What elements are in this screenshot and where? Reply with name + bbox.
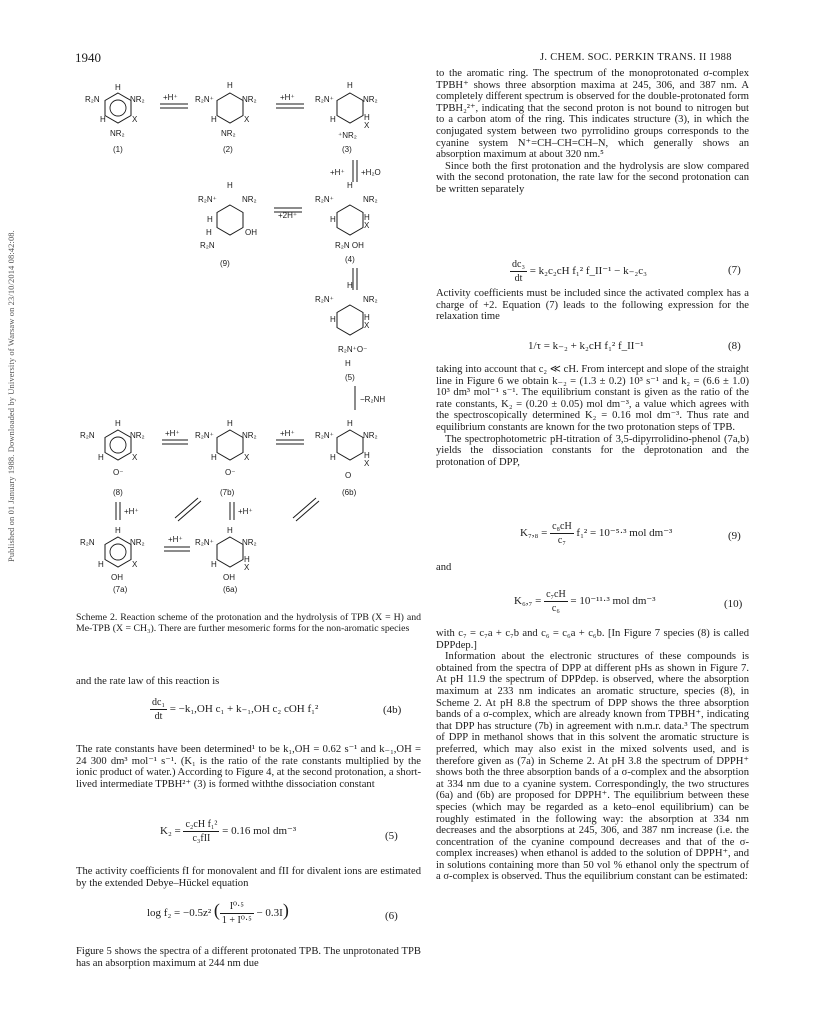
svg-text:(6a): (6a): [223, 585, 238, 594]
svg-text:H: H: [115, 526, 121, 535]
svg-text:R₂N: R₂N: [80, 538, 95, 547]
svg-text:R₂N⁺: R₂N⁺: [198, 195, 217, 204]
svg-text:R₂N⁺: R₂N⁺: [315, 431, 334, 440]
left-col-para-3: The activity coefficients fI for monovalent and fII for divalent ions are estimated by the extended Debye–Hückel equation: [76, 866, 421, 889]
equation-6-number: (6): [385, 910, 398, 922]
svg-text:R₂N⁺: R₂N⁺: [195, 431, 214, 440]
svg-text:H: H: [206, 228, 212, 237]
svg-text:H: H: [330, 315, 336, 324]
svg-text:+H⁺: +H⁺: [330, 168, 345, 177]
svg-text:NR₂: NR₂: [242, 431, 257, 440]
right-col-and: and: [436, 562, 452, 573]
svg-text:H: H: [115, 83, 121, 92]
svg-text:H: H: [364, 313, 370, 322]
svg-text:NR₂: NR₂: [130, 431, 145, 440]
equation-7-number: (7): [728, 264, 741, 276]
equation-8-number: (8): [728, 340, 741, 352]
svg-text:+2H⁺: +2H⁺: [278, 211, 298, 220]
svg-text:H: H: [211, 115, 217, 124]
svg-text:NR₂: NR₂: [221, 129, 236, 138]
svg-text:R₂N⁺: R₂N⁺: [315, 295, 334, 304]
svg-text:+H⁺: +H⁺: [163, 93, 178, 102]
right-col-para-3: Activity coefficients must be included since the activated complex has a charge of +2. Equation (7) leads to the following expression for the relaxation time: [436, 288, 749, 323]
svg-text:H: H: [330, 115, 336, 124]
reaction-scheme: [80, 70, 425, 595]
equation-4b-number: (4b): [383, 704, 402, 716]
svg-text:(7a): (7a): [113, 585, 128, 594]
svg-text:R₂N: R₂N: [80, 431, 95, 440]
svg-text:H: H: [345, 359, 351, 368]
svg-text:NR₂: NR₂: [242, 538, 257, 547]
svg-text:R₂N⁺: R₂N⁺: [195, 95, 214, 104]
svg-text:X: X: [244, 115, 250, 124]
svg-text:X: X: [364, 321, 370, 330]
svg-text:(8): (8): [113, 488, 123, 497]
svg-text:H: H: [347, 81, 353, 90]
svg-text:−R₂NH: −R₂NH: [360, 395, 386, 404]
svg-text:R₂N⁺: R₂N⁺: [315, 95, 334, 104]
svg-text:NR₂: NR₂: [363, 95, 378, 104]
svg-text:X: X: [364, 121, 370, 130]
svg-text:H: H: [364, 213, 370, 222]
svg-text:O: O: [345, 471, 352, 480]
right-col-para-4: taking into account that c₂ ≪ cH. From intercept and slope of the straight line in Figure 6 we obtain k₋₂ = (1.3 ± 0.2) 10³ s⁻¹ and k₂ = (6.6 ± 1.0) 10³ dm³ mol⁻¹ s⁻¹. The equilibrium constant is given as the ratio of the rate constants, K₂ = (0.20 ± 0.05) mol dm⁻³, a value which agrees with the spectroscopically determined K₂ = 0.16 mol dm⁻³. Thus rate and equilibrium constants are known for the two protonation steps of TPB. The spectrophotometric pH-titration of 3,5-dipyrrolidino-phenol (7a,b) yields the dissociation constants for the deprotonation and the protonation of DPP,: [436, 364, 749, 468]
right-col-top: to the aromatic ring. The spectrum of the monoprotonated σ-complex TPBH⁺ shows three absorption maxima at 245, 306, and 387 nm. A completely different spectrum is observed for the double-protonated form TPBH₂²⁺, indicating that the second proton is not bound to nitrogen but to a carbon atom of the ring. This indicates structure (3), in which the conjugated system between two pyrrolidino groups corresponds to the cyanine system N⁺=CH–CH=CH–N, which generally shows an absorption maximum at about 320 nm.⁵ Since both the first protonation and the hydrolysis are slow compared with the second protonation, the rate law for the second protonation can be written separately: [436, 68, 749, 195]
svg-text:H: H: [115, 419, 121, 428]
svg-text:O⁻: O⁻: [113, 468, 124, 477]
svg-text:X: X: [364, 459, 370, 468]
svg-text:+H⁺: +H⁺: [168, 535, 183, 544]
svg-text:H: H: [364, 451, 370, 460]
svg-text:NR₂: NR₂: [242, 195, 257, 204]
svg-text:NR₂: NR₂: [130, 538, 145, 547]
svg-text:(4): (4): [345, 255, 355, 264]
svg-text:(2): (2): [223, 145, 233, 154]
svg-text:R₂N⁺: R₂N⁺: [195, 538, 214, 547]
svg-text:NR₂: NR₂: [363, 431, 378, 440]
svg-text:(9): (9): [220, 259, 230, 268]
svg-text:X: X: [244, 453, 250, 462]
svg-text:(6b): (6b): [342, 488, 357, 497]
svg-text:R₂N OH: R₂N OH: [335, 241, 364, 250]
svg-text:H: H: [100, 115, 106, 124]
svg-text:X: X: [132, 560, 138, 569]
svg-text:H: H: [211, 453, 217, 462]
svg-text:+H⁺: +H⁺: [280, 429, 295, 438]
equation-9-number: (9): [728, 530, 741, 542]
svg-text:OH: OH: [245, 228, 257, 237]
svg-text:OH: OH: [223, 573, 235, 582]
page-number: 1940: [75, 50, 101, 65]
left-col-para-1: and the rate law of this reaction is: [76, 676, 220, 687]
svg-text:H: H: [227, 419, 233, 428]
svg-text:+H⁺: +H⁺: [280, 93, 295, 102]
svg-text:+H⁺: +H⁺: [238, 507, 253, 516]
equation-4b: $\frac{\text{dc₁}}{dt}$ = −k₁,OH c₁ + k₋₁,OH c₂ cOH f₁²: [152, 697, 319, 722]
left-col-para-2: The rate constants have been determined¹ to be k₁,OH = 0.62 s⁻¹ and k₋₁,OH = 24 300 dm³ mol⁻¹ s⁻¹. (K₁ is the ratio of the rate constants multiplied by the ionic product of water.) According to Figure 4, at the second protonation, a short-lived intermediate TPBH²⁺ (3) is formed withthe dissociation constant: [76, 744, 421, 790]
svg-text:H: H: [347, 181, 353, 190]
svg-text:+H₂O: +H₂O: [361, 168, 381, 177]
scheme-caption: Scheme 2. Reaction scheme of the protonation and the hydrolysis of TPB (X = H) and Me-TPB (X = CH₃). There are further mesomeric forms for the non-aromatic species: [76, 612, 421, 634]
equation-8: 1/τ = k₋₂ + k₂cH f₁² f_II⁻¹: [528, 340, 644, 352]
svg-text:NR₂: NR₂: [363, 195, 378, 204]
equation-6: log f₂ = −0.5z² ( $\frac{\text{I⁰·⁵}}{\text{1 + I⁰·⁵}}$ − 0.3I): [147, 900, 289, 926]
svg-text:(7b): (7b): [220, 488, 235, 497]
equation-10: K₆,₇ = $\frac{\text{c₇cH}}{\text{c₆}}$ = 10⁻¹¹·³ mol dm⁻³: [514, 589, 656, 614]
svg-text:H: H: [98, 560, 104, 569]
svg-text:H: H: [330, 215, 336, 224]
svg-text:H: H: [207, 215, 213, 224]
svg-text:NR₂: NR₂: [363, 295, 378, 304]
svg-text:X: X: [244, 563, 250, 572]
svg-text:H: H: [330, 453, 336, 462]
running-head: J. CHEM. SOC. PERKIN TRANS. II 1988: [540, 52, 732, 63]
svg-text:(3): (3): [342, 145, 352, 154]
svg-text:NR₂: NR₂: [130, 95, 145, 104]
svg-text:⁺NR₂: ⁺NR₂: [338, 131, 357, 140]
svg-text:R₂N: R₂N: [85, 95, 100, 104]
equation-5: K₂ = $\frac{\text{c₂cH f₁²}}{\text{c₃fII}}$ = 0.16 mol dm⁻³: [160, 819, 297, 844]
svg-text:H: H: [98, 453, 104, 462]
svg-text:H: H: [211, 560, 217, 569]
svg-text:R₂N⁺O⁻: R₂N⁺O⁻: [338, 345, 368, 354]
left-col-para-4: Figure 5 shows the spectra of a different protonated TPB. The unprotonated TPB has an absorption maximum at 244 nm due: [76, 946, 421, 969]
svg-text:X: X: [364, 221, 370, 230]
svg-text:H: H: [347, 281, 353, 290]
svg-text:NR₂: NR₂: [110, 129, 125, 138]
svg-text:+H⁺: +H⁺: [165, 429, 180, 438]
equation-5-number: (5): [385, 830, 398, 842]
right-col-bottom: with c₇ = c₇a + c₇b and c₆ = c₆a + c₆b. [In Figure 7 species (8) is called DPPdep.] Information about the electronic structures of these compounds is obtained from the spectra of DPP at different pHs as shown in Figure 7. At pH 11.9 the spectrum of DPPdep. is observed, where the absorption maximum at 233 nm indicates an aromatic structure, species (8), in Scheme 2. At pH 8.8 the spectrum of DPP shows the three absorption bands of a σ-complex, which are already known from TPBH⁺, indicating that DPP has structure (7b) in agreement with n.m.r. data.³ The spectrum of DPP in methanol shows that in this solvent the aromatic structure is preferred, which may also exist in the mixed solvents used, and is therefore given as (7a) in Scheme 2. At pH 3.8 the spectrum of DPPH⁺ shows both the three absorption bands of a σ-complex and the absorption at 334 nm due to a cyanine system. Correspondingly, the two structures (6a) and (6b) are proposed for DPPH⁺. The equilibrium between these species (which may be regarded as a keto–enol equilibrium) can be roughly estimated in the following way: the absorption at 334 nm decreases and the absorptions at 245, 306, and 387 nm increase (i.e. the concentration of the cyanine compound decreases and that of the σ-complex increases) when ethanol is added to the solution of DPPH⁺, and in solutions containing more than 50 vol % ethanol only the spectrum of a σ-complex is observed. Thus the equilibrium constant can be estimated:: [436, 628, 749, 883]
equation-9: K₇,₈ = $\frac{\text{c₈cH}}{\text{c₇}}$ f₁² = 10⁻⁵·³ mol dm⁻³: [520, 521, 673, 546]
svg-text:O⁻: O⁻: [225, 468, 236, 477]
svg-text:H: H: [364, 113, 370, 122]
svg-text:H: H: [227, 526, 233, 535]
svg-text:NR₂: NR₂: [242, 95, 257, 104]
download-watermark: Published on 01 January 1988. Downloaded by University of Warsaw on 23/10/2014 08:42:08.: [6, 230, 16, 562]
svg-text:(5): (5): [345, 373, 355, 382]
svg-text:X: X: [132, 115, 138, 124]
equation-10-number: (10): [724, 598, 743, 610]
equation-7: $\frac{\text{dc₃}}{dt}$ = k₂c₂cH f₁² f_II⁻¹ − k₋₂c₃: [512, 259, 647, 284]
svg-text:+H⁺: +H⁺: [124, 507, 139, 516]
svg-text:H: H: [347, 419, 353, 428]
svg-text:OH: OH: [111, 573, 123, 582]
svg-text:R₂N⁺: R₂N⁺: [315, 195, 334, 204]
svg-text:R₂N: R₂N: [200, 241, 215, 250]
svg-text:H: H: [244, 555, 250, 564]
svg-text:X: X: [132, 453, 138, 462]
svg-text:H: H: [227, 181, 233, 190]
label-1: (1): [113, 145, 123, 154]
svg-text:H: H: [227, 81, 233, 90]
